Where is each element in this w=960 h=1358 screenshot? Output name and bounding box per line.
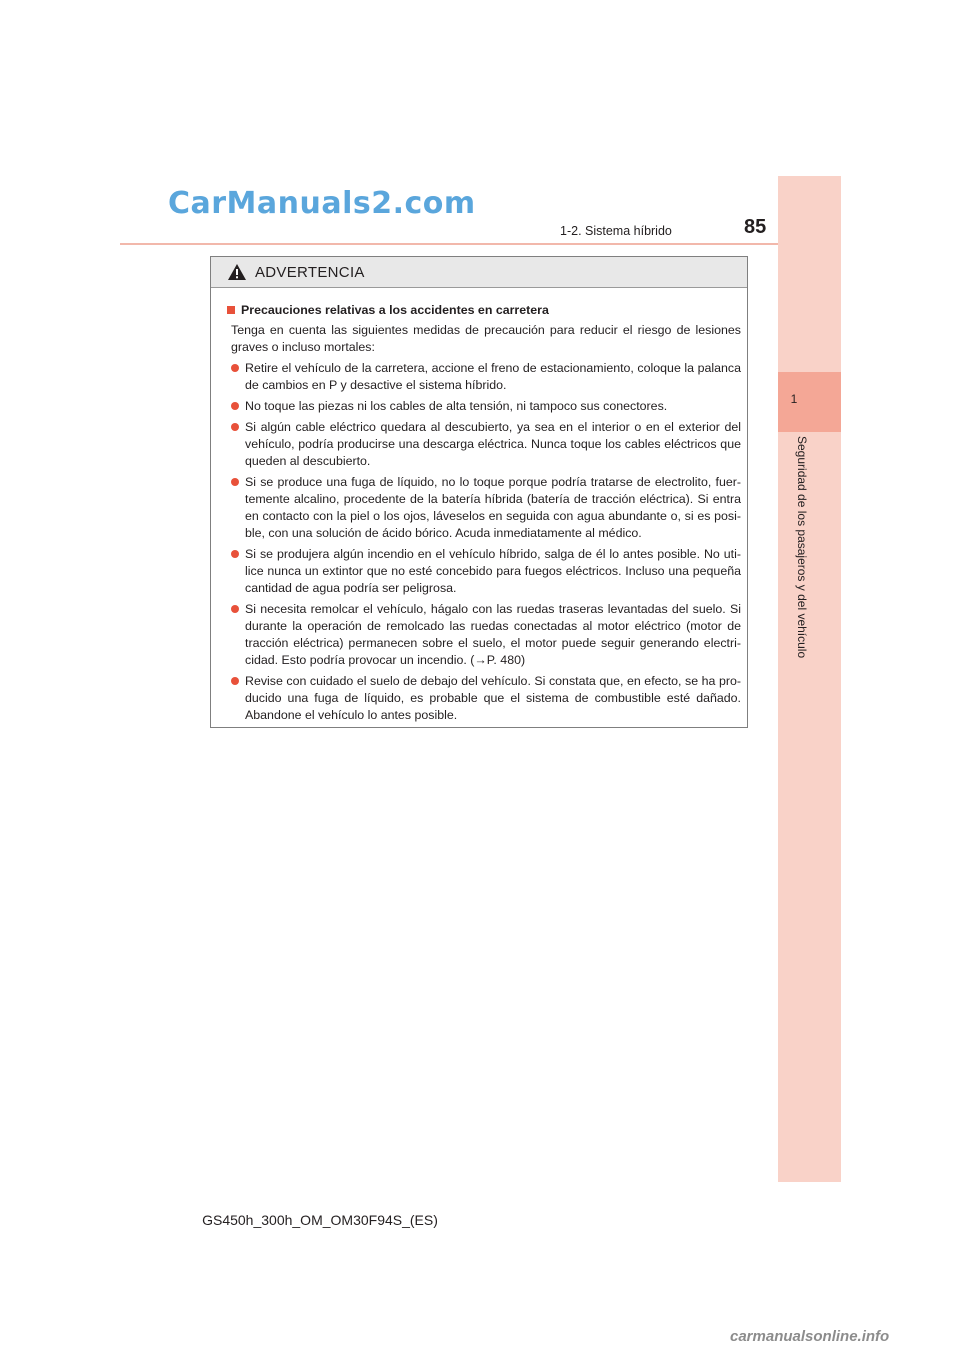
page-number: 85 [744, 216, 767, 238]
list-item [227, 601, 741, 669]
list-item [227, 474, 741, 542]
list-item [227, 546, 741, 597]
list-item [227, 673, 741, 724]
list-item [227, 419, 741, 470]
warning-body [211, 288, 747, 724]
list-item-text: Si se produce una fuga de líquido, no lo toque porque podría tratarse de electrolito, fuer-temente alcalino, procedente de la batería híbrida (batería de tracción eléctrica). Si entra en contacto con la piel o los ojos, láveselos en seguida con agua abundante o, si es posi-ble, con una solución de ácido bórico. Acuda inmediatamente al médico. [245, 475, 741, 540]
watermark-site: carmanualsonline.info [730, 1328, 890, 1345]
bullet-icon [231, 605, 239, 613]
warning-intro: Tenga en cuenta las siguientes medidas de precaución para reducir el riesgo de lesiones graves o incluso mortales: [231, 323, 741, 354]
list-item-text: Si necesita remolcar el vehículo, hágalo con las ruedas traseras levantadas del suelo. Si durante la operación de remolcado las ruedas conectadas al motor eléctrico (motor de tracción eléctrica) permanecen sobre el suelo, el motor puede seguir generando electri-cidad. Esto podría provocar un incendio. (→P. 480) [245, 602, 741, 667]
warning-triangle-icon [227, 263, 247, 281]
list-item-text: Si se produjera algún incendio en el vehículo híbrido, salga de él lo antes posible. No uti-lice nunca un extintor que no esté concebido para fuegos eléctricos. Incluso una pequeña cantidad de agua podría ser peligrosa. [245, 547, 741, 595]
warning-subheading-text: Precauciones relativas a los accidentes en carretera [241, 303, 549, 317]
warning-subheading [227, 302, 741, 319]
warning-header [211, 257, 747, 288]
chapter-side-tab [778, 176, 841, 1182]
watermark-logo: CarManuals2.com [168, 186, 476, 221]
square-bullet-icon [227, 306, 235, 314]
header-rule [120, 243, 778, 245]
bullet-icon [231, 478, 239, 486]
list-item-text: Si algún cable eléctrico quedara al descubierto, ya sea en el interior o en el exterior del vehículo, podría producirse una descarga eléctrica. Nunca toque los cables eléctricos que queden al descubierto. [245, 420, 741, 468]
chapter-number: 1 [790, 392, 798, 406]
chapter-title: Seguridad de los pasajeros y del vehículo [795, 436, 809, 659]
list-item-text: Retire el vehículo de la carretera, accione el freno de estacionamiento, coloque la palanca de cambios en P y desactive el sistema híbrido. [245, 361, 741, 392]
bullet-icon [231, 423, 239, 431]
list-item-text: No toque las piezas ni los cables de alta tensión, ni tampoco sus conectores. [245, 399, 668, 413]
warning-box [210, 256, 748, 728]
bullet-icon [231, 402, 239, 410]
document-code: GS450h_300h_OM_OM30F94S_(ES) [202, 1212, 438, 1228]
list-item-text: Revise con cuidado el suelo de debajo del vehículo. Si constata que, en efecto, se ha pro-ducido una fuga de líquido, es probable que el sistema de combustible esté dañado. Abandone el vehículo lo antes posible. [245, 674, 741, 722]
section-title: 1-2. Sistema híbrido [560, 224, 672, 238]
bullet-icon [231, 550, 239, 558]
list-item [227, 398, 741, 415]
bullet-icon [231, 364, 239, 372]
bullet-icon [231, 677, 239, 685]
warning-title: ADVERTENCIA [255, 263, 365, 281]
list-item [227, 360, 741, 394]
